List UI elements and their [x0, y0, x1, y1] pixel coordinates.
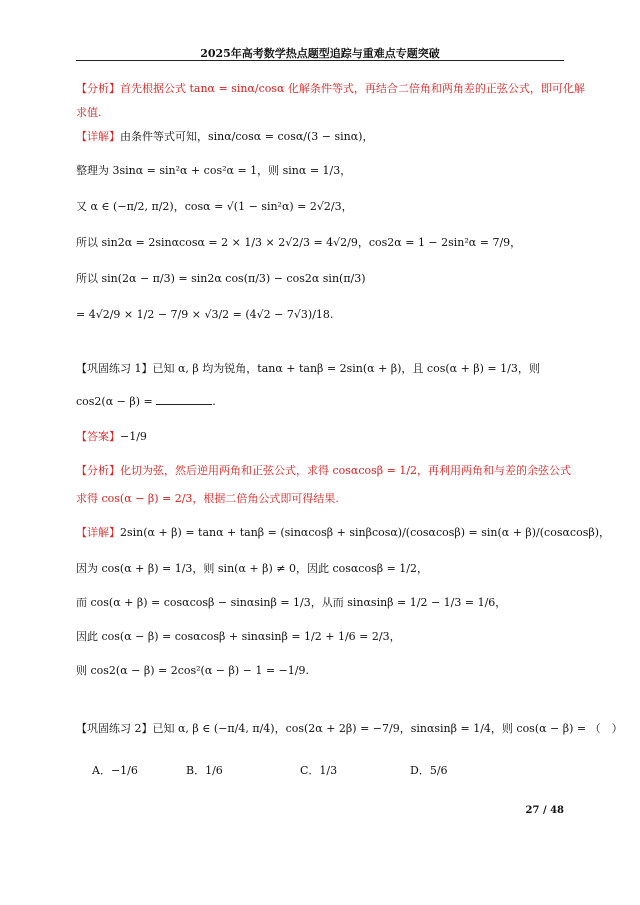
practice1-detail-line-1 — [76, 526, 610, 540]
practice1-stem-2: cos2(α − β) = — [76, 395, 157, 408]
analysis-text: 化切为弦，然后逆用两角和正弦公式，求得 cosαcosβ = 1/2，再利用两角和与差的余弦公式 — [120, 464, 572, 477]
practice1-analysis-line — [76, 464, 571, 478]
detail-step: 而 cos(α + β) = cosαcosβ − sinαsinβ = 1/3，从而 sinαsinβ = 1/2 − 1/3 = 1/6， — [76, 596, 507, 609]
detail-step: = 4√2/9 × 1/2 − 7/9 × √3/2 = (4√2 − 7√3)/18. — [76, 308, 334, 321]
practice1-detail-line-2 — [76, 562, 428, 576]
detail-step: 整理为 3sinα = sin²α + cos²α = 1，则 sinα = 1/3， — [76, 164, 352, 177]
analysis-text: 首先根据公式 tanα = sinα/cosα 化解条件等式，再结合二倍角和两角差的正弦公式，即可化解 — [120, 82, 585, 95]
practice1-detail-line-3 — [76, 596, 506, 610]
detail-step: 又 α ∈ (−π/2, π/2)，cosα = √(1 − sin²α) = 2√2/3， — [76, 200, 353, 213]
option-a: A．−1/6 — [92, 764, 138, 777]
detail-step: 因此 cos(α − β) = cosαcosβ + sinαsinβ = 1/2 + 1/6 = 2/3， — [76, 630, 401, 643]
header-rule — [76, 60, 564, 61]
practice1-stem: 已知 α, β 均为锐角，tanα + tanβ = 2sin(α + β)，且 cos(α + β) = 1/3，则 — [152, 362, 540, 375]
option-b: B．1/6 — [186, 764, 223, 777]
practice1-tag: 【巩固练习 1】 — [76, 362, 153, 375]
practice1-detail-line-4 — [76, 630, 401, 644]
detail-step: 所以 sin2α = 2sinαcosα = 2 × 1/3 × 2√2/3 = 4√2/9，cos2α = 1 − 2sin²α = 7/9， — [76, 236, 522, 249]
practice1-stem-line — [76, 362, 540, 376]
practice1-stem-line-2: cos2(α − β) = . — [76, 395, 216, 408]
page-number: 27 / 48 — [525, 805, 564, 816]
option-c: C．1/3 — [300, 764, 338, 777]
detail-step: 因为 cos(α + β) = 1/3，则 sin(α + β) ≠ 0，因此 cosαcosβ = 1/2， — [76, 562, 429, 575]
example-analysis-line — [76, 82, 585, 96]
analysis-text-2: 求值. — [76, 106, 102, 119]
detail-tag: 【详解】 — [76, 526, 120, 539]
analysis-text-2: 求得 cos(α − β) = 2/3，根据二倍角公式即可得结果. — [76, 492, 339, 505]
detail-tag: 【详解】 — [76, 130, 120, 143]
page-header: 2025年高考数学热点题型追踪与重难点专题突破 — [200, 47, 440, 60]
example-detail-line-4 — [76, 236, 521, 250]
detail-step: 2sin(α + β) = tanα + tanβ = (sinαcosβ + sinβcosα)/(cosαcosβ) = sin(α + β)/(cosαcosβ)， — [120, 526, 610, 539]
example-detail-line-5 — [76, 272, 366, 286]
practice2-stem: 已知 α, β ∈ (−π/4, π/4)，cos(2α + 2β) = −7/9，sinαsinβ = 1/4，则 cos(α − β) = （ ） — [152, 722, 623, 735]
practice1-analysis-line-2 — [76, 492, 339, 506]
answer-tag: 【答案】 — [76, 430, 120, 443]
example-detail-line-6 — [76, 308, 333, 322]
example-detail-line-2 — [76, 164, 351, 178]
practice2-stem-line — [76, 722, 623, 736]
analysis-tag: 【分析】 — [76, 82, 120, 95]
example-detail-line-3 — [76, 200, 353, 214]
practice1-detail-line-5 — [76, 664, 309, 678]
analysis-tag: 【分析】 — [76, 464, 120, 477]
detail-step: 由条件等式可知，sinα/cosα = cosα/(3 − sinα)， — [120, 130, 374, 143]
answer-blank — [156, 394, 212, 405]
detail-step: 所以 sin(2α − π/3) = sin2α cos(π/3) − cos2α sin(π/3) — [76, 272, 366, 285]
detail-step: 则 cos2(α − β) = 2cos²(α − β) − 1 = −1/9. — [76, 664, 309, 677]
answer-value: −1/9 — [120, 430, 147, 443]
practice1-answer-line — [76, 430, 147, 444]
example-analysis-line-2 — [76, 106, 102, 120]
example-detail-line-1 — [76, 130, 373, 144]
practice2-tag: 【巩固练习 2】 — [76, 722, 153, 735]
option-d: D．5/6 — [410, 764, 448, 777]
